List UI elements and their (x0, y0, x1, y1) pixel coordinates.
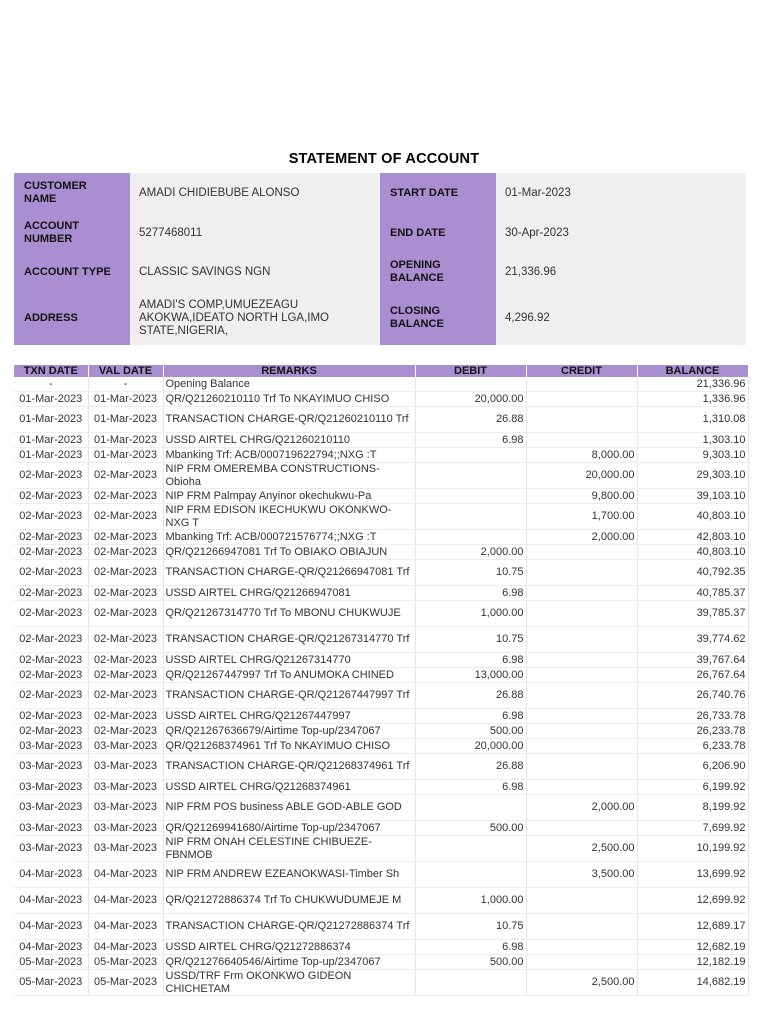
balance-cell: 6,199.92 (637, 780, 748, 795)
val-date-cell: 02-Mar-2023 (88, 683, 163, 709)
table-row (14, 407, 748, 433)
txn-date-cell: 02-Mar-2023 (14, 560, 88, 586)
balance-cell: 42,803.10 (637, 530, 748, 545)
credit-cell: 2,500.00 (526, 836, 637, 862)
txn-date-cell: 02-Mar-2023 (14, 668, 88, 683)
txn-date-cell: 03-Mar-2023 (14, 780, 88, 795)
remarks-cell: QR/Q21272886374 Trf To CHUKWUDUMEJE M (163, 888, 415, 914)
debit-cell: 500.00 (415, 724, 526, 739)
balance-cell: 26,733.78 (637, 709, 748, 724)
debit-cell: 6.98 (415, 709, 526, 724)
table-row (14, 489, 748, 504)
table-row (14, 821, 748, 836)
remarks-cell: QR/Q21260210110 Trf To NKAYIMUO CHISO (163, 392, 415, 407)
txn-date-cell: 02-Mar-2023 (14, 724, 88, 739)
txn-date-cell: 02-Mar-2023 (14, 530, 88, 545)
val-date-cell: 02-Mar-2023 (88, 668, 163, 683)
credit-cell (526, 683, 637, 709)
txn-date-cell: 01-Mar-2023 (14, 392, 88, 407)
credit-cell (526, 914, 637, 940)
col-header-debit: DEBIT (415, 365, 526, 377)
table-row (14, 970, 748, 996)
credit-cell: 2,000.00 (526, 530, 637, 545)
balance-cell: 8,199.92 (637, 795, 748, 821)
table-row (14, 504, 748, 530)
txn-date-cell: 01-Mar-2023 (14, 448, 88, 463)
debit-cell: 20,000.00 (415, 392, 526, 407)
table-row (14, 888, 748, 914)
val-date-cell: 02-Mar-2023 (88, 560, 163, 586)
credit-cell (526, 821, 637, 836)
table-row (14, 940, 748, 955)
debit-cell (415, 530, 526, 545)
txn-date-cell: 03-Mar-2023 (14, 795, 88, 821)
val-date-cell: 02-Mar-2023 (88, 463, 163, 489)
remarks-cell: QR/Q21267447997 Trf To ANUMOKA CHINED (163, 668, 415, 683)
table-row (14, 377, 748, 392)
start-date-label: START DATE (380, 173, 496, 213)
debit-cell (415, 504, 526, 530)
remarks-cell: USSD AIRTEL CHRG/Q21267447997 (163, 709, 415, 724)
remarks-cell: USSD AIRTEL CHRG/Q21266947081 (163, 586, 415, 601)
table-row (14, 586, 748, 601)
credit-cell (526, 545, 637, 560)
debit-cell: 26.88 (415, 754, 526, 780)
val-date-cell: 03-Mar-2023 (88, 821, 163, 836)
balance-cell: 40,792.35 (637, 560, 748, 586)
balance-cell: 39,785.37 (637, 601, 748, 627)
txn-date-cell: 02-Mar-2023 (14, 683, 88, 709)
balance-cell: 40,803.10 (637, 504, 748, 530)
balance-cell: 13,699.92 (637, 862, 748, 888)
customer-name-label: CUSTOMER NAME (14, 173, 130, 213)
credit-cell (526, 560, 637, 586)
address-label: ADDRESS (14, 291, 130, 345)
remarks-cell: USSD AIRTEL CHRG/Q21267314770 (163, 653, 415, 668)
val-date-cell: 01-Mar-2023 (88, 448, 163, 463)
table-row (14, 463, 748, 489)
remarks-cell: QR/Q21266947081 Trf To OBIAKO OBIAJUN (163, 545, 415, 560)
opening-balance-label: OPENING BALANCE (380, 253, 496, 291)
remarks-cell: QR/Q21268374961 Trf To NKAYIMUO CHISO (163, 739, 415, 754)
table-row (14, 668, 748, 683)
val-date-cell: 02-Mar-2023 (88, 627, 163, 653)
table-row (14, 448, 748, 463)
table-row (14, 530, 748, 545)
remarks-cell: NIP FRM Palmpay Anyinor okechukwu-Pa (163, 489, 415, 504)
remarks-cell: QR/Q21267636679/Airtime Top-up/2347067 (163, 724, 415, 739)
balance-cell: 12,689.17 (637, 914, 748, 940)
debit-cell: 2,000.00 (415, 545, 526, 560)
val-date-cell: 03-Mar-2023 (88, 795, 163, 821)
val-date-cell: - (88, 377, 163, 392)
customer-name-value: AMADI CHIDIEBUBE ALONSO (139, 186, 300, 199)
txn-date-cell: 02-Mar-2023 (14, 463, 88, 489)
balance-cell: 6,233.78 (637, 739, 748, 754)
debit-cell (415, 377, 526, 392)
transactions-table (14, 365, 749, 996)
balance-cell: 26,740.76 (637, 683, 748, 709)
txn-date-cell: 04-Mar-2023 (14, 888, 88, 914)
debit-cell (415, 795, 526, 821)
table-header-row (14, 365, 748, 377)
col-header-balance: BALANCE (637, 365, 748, 377)
credit-cell (526, 940, 637, 955)
remarks-cell: QR/Q21267314770 Trf To MBONU CHUKWUJE (163, 601, 415, 627)
txn-date-cell: 02-Mar-2023 (14, 709, 88, 724)
table-row (14, 709, 748, 724)
balance-cell: 40,785.37 (637, 586, 748, 601)
debit-cell (415, 970, 526, 996)
credit-cell (526, 433, 637, 448)
remarks-cell: QR/Q21276640546/Airtime Top-up/2347067 (163, 955, 415, 970)
remarks-cell: NIP FRM POS business ABLE GOD-ABLE GOD (163, 795, 415, 821)
credit-cell (526, 754, 637, 780)
debit-cell: 20,000.00 (415, 739, 526, 754)
remarks-cell: TRANSACTION CHARGE-QR/Q21267314770 Trf (163, 627, 415, 653)
balance-cell: 6,206.90 (637, 754, 748, 780)
remarks-cell: TRANSACTION CHARGE-QR/Q21266947081 Trf (163, 560, 415, 586)
col-header-val-date: VAL DATE (88, 365, 163, 377)
txn-date-cell: 03-Mar-2023 (14, 821, 88, 836)
account-number-label: ACCOUNT NUMBER (14, 213, 130, 253)
balance-cell: 7,699.92 (637, 821, 748, 836)
txn-date-cell: 03-Mar-2023 (14, 754, 88, 780)
table-row (14, 780, 748, 795)
remarks-cell: Mbanking Trf: ACB/000721576774;;NXG :T (163, 530, 415, 545)
debit-cell: 1,000.00 (415, 601, 526, 627)
remarks-cell: QR/Q21269941680/Airtime Top-up/2347067 (163, 821, 415, 836)
val-date-cell: 04-Mar-2023 (88, 862, 163, 888)
credit-cell: 20,000.00 (526, 463, 637, 489)
txn-date-cell: 05-Mar-2023 (14, 955, 88, 970)
val-date-cell: 02-Mar-2023 (88, 709, 163, 724)
debit-cell: 13,000.00 (415, 668, 526, 683)
txn-date-cell: 05-Mar-2023 (14, 970, 88, 996)
credit-cell (526, 407, 637, 433)
credit-cell: 2,000.00 (526, 795, 637, 821)
val-date-cell: 03-Mar-2023 (88, 754, 163, 780)
val-date-cell: 02-Mar-2023 (88, 530, 163, 545)
remarks-cell: TRANSACTION CHARGE-QR/Q21272886374 Trf (163, 914, 415, 940)
debit-cell: 6.98 (415, 940, 526, 955)
val-date-cell: 02-Mar-2023 (88, 653, 163, 668)
credit-cell: 9,800.00 (526, 489, 637, 504)
val-date-cell: 02-Mar-2023 (88, 586, 163, 601)
debit-cell: 1,000.00 (415, 888, 526, 914)
table-row (14, 653, 748, 668)
balance-cell: 1,336.96 (637, 392, 748, 407)
credit-cell (526, 586, 637, 601)
credit-cell: 2,500.00 (526, 970, 637, 996)
credit-cell (526, 780, 637, 795)
debit-cell (415, 836, 526, 862)
balance-cell: 40,803.10 (637, 545, 748, 560)
table-row (14, 795, 748, 821)
balance-cell: 12,682.19 (637, 940, 748, 955)
val-date-cell: 05-Mar-2023 (88, 970, 163, 996)
col-header-credit: CREDIT (526, 365, 637, 377)
debit-cell: 6.98 (415, 780, 526, 795)
credit-cell (526, 392, 637, 407)
debit-cell (415, 448, 526, 463)
debit-cell: 10.75 (415, 914, 526, 940)
table-row (14, 627, 748, 653)
credit-cell: 8,000.00 (526, 448, 637, 463)
debit-cell: 10.75 (415, 560, 526, 586)
debit-cell: 6.98 (415, 653, 526, 668)
val-date-cell: 02-Mar-2023 (88, 601, 163, 627)
table-row (14, 392, 748, 407)
txn-date-cell: 02-Mar-2023 (14, 627, 88, 653)
debit-cell: 500.00 (415, 955, 526, 970)
credit-cell (526, 739, 637, 754)
statement-title: STATEMENT OF ACCOUNT (288, 151, 480, 167)
val-date-cell: 01-Mar-2023 (88, 433, 163, 448)
remarks-cell: Mbanking Trf: ACB/000719622794;;NXG :T (163, 448, 415, 463)
credit-cell: 1,700.00 (526, 504, 637, 530)
remarks-cell: TRANSACTION CHARGE-QR/Q21267447997 Trf (163, 683, 415, 709)
txn-date-cell: 02-Mar-2023 (14, 586, 88, 601)
remarks-cell: NIP FRM EDISON IKECHUKWU OKONKWO-NXG T (163, 504, 415, 530)
txn-date-cell: 02-Mar-2023 (14, 489, 88, 504)
debit-cell (415, 489, 526, 504)
txn-date-cell: 04-Mar-2023 (14, 940, 88, 955)
val-date-cell: 03-Mar-2023 (88, 780, 163, 795)
remarks-cell: USSD/TRF Frm OKONKWO GIDEON CHICHETAM (163, 970, 415, 996)
closing-balance-value: 4,296.92 (505, 311, 550, 324)
balance-cell: 12,699.92 (637, 888, 748, 914)
balance-cell: 29,303.10 (637, 463, 748, 489)
balance-cell: 39,774.62 (637, 627, 748, 653)
account-number-value: 5277468011 (139, 226, 203, 239)
table-row (14, 836, 748, 862)
debit-cell: 26.88 (415, 407, 526, 433)
balance-cell: 9,303.10 (637, 448, 748, 463)
remarks-cell: NIP FRM ANDREW EZEANOKWASI-Timber Sh (163, 862, 415, 888)
start-date-value: 01-Mar-2023 (505, 186, 571, 199)
val-date-cell: 01-Mar-2023 (88, 392, 163, 407)
opening-balance-value: 21,336.96 (505, 265, 557, 278)
val-date-cell: 01-Mar-2023 (88, 407, 163, 433)
remarks-cell: TRANSACTION CHARGE-QR/Q21268374961 Trf (163, 754, 415, 780)
val-date-cell: 02-Mar-2023 (88, 724, 163, 739)
col-header-remarks: REMARKS (163, 365, 415, 377)
balance-cell: 26,767.64 (637, 668, 748, 683)
credit-cell (526, 668, 637, 683)
remarks-cell: NIP FRM ONAH CELESTINE CHIBUEZE-FBNMOB (163, 836, 415, 862)
table-row (14, 955, 748, 970)
txn-date-cell: - (14, 377, 88, 392)
table-row (14, 862, 748, 888)
debit-cell: 500.00 (415, 821, 526, 836)
table-row (14, 683, 748, 709)
account-type-value: CLASSIC SAVINGS NGN (139, 265, 271, 278)
credit-cell (526, 627, 637, 653)
end-date-value: 30-Apr-2023 (505, 226, 569, 239)
debit-cell: 26.88 (415, 683, 526, 709)
credit-cell (526, 601, 637, 627)
remarks-cell: TRANSACTION CHARGE-QR/Q21260210110 Trf (163, 407, 415, 433)
credit-cell (526, 888, 637, 914)
balance-cell: 39,103.10 (637, 489, 748, 504)
balance-cell: 12,182.19 (637, 955, 748, 970)
balance-cell: 26,233.78 (637, 724, 748, 739)
txn-date-cell: 01-Mar-2023 (14, 433, 88, 448)
account-type-label: ACCOUNT TYPE (14, 253, 130, 291)
remarks-cell: NIP FRM OMEREMBA CONSTRUCTIONS-Obioha (163, 463, 415, 489)
val-date-cell: 02-Mar-2023 (88, 489, 163, 504)
credit-cell (526, 709, 637, 724)
val-date-cell: 02-Mar-2023 (88, 504, 163, 530)
balance-cell: 14,682.19 (637, 970, 748, 996)
table-row (14, 433, 748, 448)
debit-cell: 6.98 (415, 433, 526, 448)
txn-date-cell: 02-Mar-2023 (14, 545, 88, 560)
remarks-cell: USSD AIRTEL CHRG/Q21272886374 (163, 940, 415, 955)
val-date-cell: 03-Mar-2023 (88, 739, 163, 754)
remarks-cell: USSD AIRTEL CHRG/Q21260210110 (163, 433, 415, 448)
debit-cell: 6.98 (415, 586, 526, 601)
val-date-cell: 04-Mar-2023 (88, 914, 163, 940)
col-header-txn-date: TXN DATE (14, 365, 88, 377)
txn-date-cell: 02-Mar-2023 (14, 653, 88, 668)
debit-cell (415, 463, 526, 489)
txn-date-cell: 02-Mar-2023 (14, 601, 88, 627)
credit-cell (526, 377, 637, 392)
table-row (14, 914, 748, 940)
transactions-body (14, 377, 748, 996)
table-row (14, 545, 748, 560)
debit-cell: 10.75 (415, 627, 526, 653)
credit-cell (526, 724, 637, 739)
remarks-cell: Opening Balance (163, 377, 415, 392)
txn-date-cell: 04-Mar-2023 (14, 862, 88, 888)
txn-date-cell: 04-Mar-2023 (14, 914, 88, 940)
balance-cell: 1,310.08 (637, 407, 748, 433)
table-row (14, 601, 748, 627)
txn-date-cell: 03-Mar-2023 (14, 836, 88, 862)
remarks-cell: USSD AIRTEL CHRG/Q21268374961 (163, 780, 415, 795)
end-date-label: END DATE (380, 213, 496, 253)
txn-date-cell: 03-Mar-2023 (14, 739, 88, 754)
val-date-cell: 04-Mar-2023 (88, 888, 163, 914)
val-date-cell: 02-Mar-2023 (88, 545, 163, 560)
account-info-panel (14, 173, 746, 345)
credit-cell (526, 955, 637, 970)
val-date-cell: 03-Mar-2023 (88, 836, 163, 862)
credit-cell: 3,500.00 (526, 862, 637, 888)
debit-cell (415, 862, 526, 888)
closing-balance-label: CLOSING BALANCE (380, 291, 496, 345)
balance-cell: 39,767.64 (637, 653, 748, 668)
val-date-cell: 05-Mar-2023 (88, 955, 163, 970)
credit-cell (526, 653, 637, 668)
txn-date-cell: 01-Mar-2023 (14, 407, 88, 433)
table-row (14, 560, 748, 586)
txn-date-cell: 02-Mar-2023 (14, 504, 88, 530)
address-value: AMADI'S COMP,UMUEZEAGU AKOKWA,IDEATO NORTH LGA,IMO STATE,NIGERIA, (139, 298, 329, 337)
balance-cell: 1,303.10 (637, 433, 748, 448)
balance-cell: 10,199.92 (637, 836, 748, 862)
table-row (14, 754, 748, 780)
table-row (14, 739, 748, 754)
table-row (14, 724, 748, 739)
balance-cell: 21,336.96 (637, 377, 748, 392)
val-date-cell: 04-Mar-2023 (88, 940, 163, 955)
